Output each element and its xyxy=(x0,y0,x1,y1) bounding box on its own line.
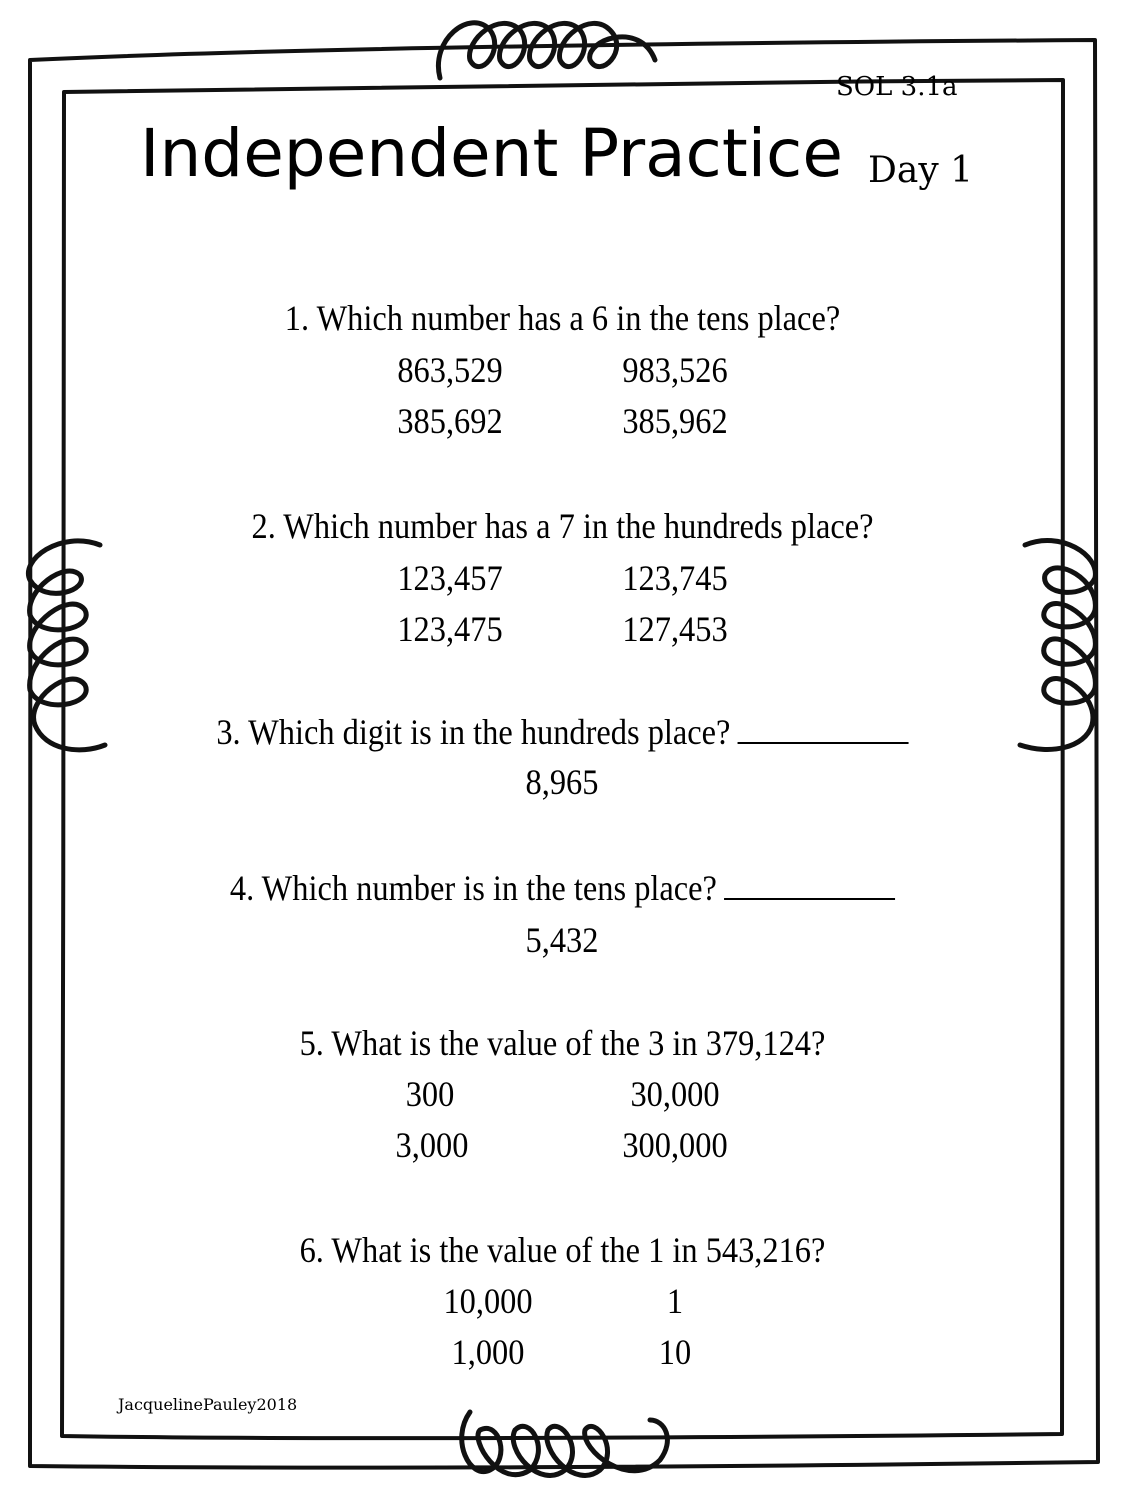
question-6-option-d[interactable]: 10 xyxy=(658,1332,692,1372)
question-5-option-b[interactable]: 30,000 xyxy=(630,1074,720,1114)
question-2-prompt: 2. Which number has a 7 in the hundreds place? xyxy=(251,506,874,546)
question-3-number: 8,965 xyxy=(525,762,599,802)
question-2-option-a[interactable]: 123,457 xyxy=(397,558,503,598)
question-3-prompt: 3. Which digit is in the hundreds place? xyxy=(216,712,731,752)
question-1-option-a[interactable]: 863,529 xyxy=(397,350,503,390)
question-1-option-c[interactable]: 385,692 xyxy=(397,401,503,441)
question-2-option-b[interactable]: 123,745 xyxy=(622,558,728,598)
question-4-number: 5,432 xyxy=(525,920,599,960)
question-4 xyxy=(56,870,1069,906)
question-2-option-d[interactable]: 127,453 xyxy=(622,609,728,649)
top-loops xyxy=(438,23,655,78)
question-2-option-c[interactable]: 123,475 xyxy=(397,609,503,649)
question-5-option-d[interactable]: 300,000 xyxy=(622,1125,728,1165)
question-5-option-a[interactable]: 300 xyxy=(405,1074,455,1114)
page-title: Independent Practice xyxy=(140,115,843,192)
question-1-option-d[interactable]: 385,962 xyxy=(622,401,728,441)
question-1-prompt: 1. Which number has a 6 in the tens place? xyxy=(284,298,841,338)
question-5-prompt: 5. What is the value of the 3 in 379,124? xyxy=(299,1023,826,1063)
question-5-option-c[interactable]: 3,000 xyxy=(395,1125,469,1165)
sol-label: SOL 3.1a xyxy=(836,72,958,102)
day-label: Day 1 xyxy=(868,150,974,191)
question-6-option-b[interactable]: 1 xyxy=(666,1281,684,1321)
question-6-option-a[interactable]: 10,000 xyxy=(443,1281,533,1321)
author-credit: JacquelinePauley2018 xyxy=(118,1395,298,1414)
question-6-option-c[interactable]: 1,000 xyxy=(451,1332,525,1372)
question-1-option-b[interactable]: 983,526 xyxy=(622,350,728,390)
question-3-answer-blank[interactable] xyxy=(738,738,909,744)
question-6-prompt: 6. What is the value of the 1 in 543,216? xyxy=(299,1230,826,1270)
question-4-prompt: 4. Which number is in the tens place? xyxy=(229,868,717,908)
question-3 xyxy=(56,714,1069,750)
question-4-answer-blank[interactable] xyxy=(724,894,895,900)
